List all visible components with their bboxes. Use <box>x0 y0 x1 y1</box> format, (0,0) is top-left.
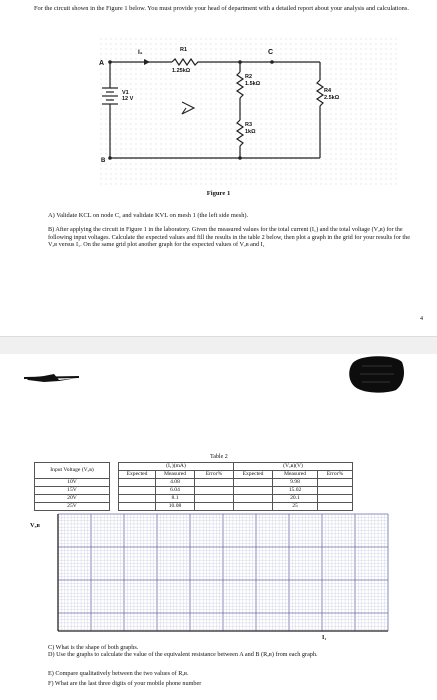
row-input: 20V <box>35 495 110 503</box>
cell-measured-i: 10.08 <box>156 503 195 511</box>
cell-error-i[interactable] <box>195 479 234 487</box>
voltage-header: (Vₐʙ)(V) <box>234 463 353 471</box>
table-row <box>35 487 353 495</box>
graph-x-label: I₁ <box>322 635 327 641</box>
cell-expected-i[interactable] <box>119 487 156 495</box>
current-label: I₁ <box>138 49 143 56</box>
cell-error-i[interactable] <box>195 503 234 511</box>
cell-measured-v: 25 <box>273 503 318 511</box>
question-e: E) Compare qualitatively between the two values of Rₐʙ. <box>48 670 189 677</box>
page-number: 4 <box>420 316 423 322</box>
r3-name: R3 <box>245 122 253 128</box>
sub-header-measured-v: Measured <box>273 471 318 479</box>
sub-header-expected-v: Expected <box>234 471 273 479</box>
cell-error-v[interactable] <box>318 503 353 511</box>
r4-value: 2.5kΩ <box>324 95 340 101</box>
sub-header-error-v: Error% <box>318 471 353 479</box>
r1-name: R1 <box>180 47 188 53</box>
question-f: F) What are the last three digits of your mobile phone number <box>48 680 202 687</box>
question-b: B) After applying the circuit in Figure 1 in the laboratory. Given the measured values for the total current (I₁) and the total voltage (Vₐʙ) for the following input voltages. Calculate the expected values and fill the results in the table 2 below, then plot a graph in the grid for your results for the Vₐʙ versus I₁. On the same grid plot another graph for the expected values of Vₐʙ and I₁ <box>48 226 410 248</box>
redaction-scribble-right <box>348 354 406 394</box>
table-row <box>35 495 353 503</box>
row-input: 10V <box>35 479 110 487</box>
cell-expected-i[interactable] <box>119 495 156 503</box>
cell-measured-i: 8.1 <box>156 495 195 503</box>
question-d: D) Use the graphs to calculate the value of the equivalent resistance between A and B (Rₐʙ) from each graph. <box>48 651 318 658</box>
table-caption: Table 2 <box>210 454 228 460</box>
sub-header-measured-i: Measured <box>156 471 195 479</box>
table-row <box>35 503 353 511</box>
plot-grid[interactable] <box>58 514 388 631</box>
worksheet-page-1 <box>0 0 437 336</box>
cell-expected-v[interactable] <box>234 495 273 503</box>
cell-measured-i: 4.08 <box>156 479 195 487</box>
question-a: A) Validate KCL on node C, and validate KVL on mesh 1 (the left side mesh). <box>48 212 249 219</box>
r4-name: R4 <box>324 88 332 94</box>
figure-caption: Figure 1 <box>206 190 231 197</box>
cell-error-i[interactable] <box>195 487 234 495</box>
circuit-diagram <box>100 38 400 188</box>
table-row <box>35 479 353 487</box>
cell-expected-v[interactable] <box>234 487 273 495</box>
cell-measured-i: 6.04 <box>156 487 195 495</box>
page-separator <box>0 336 437 356</box>
sub-header-error-i: Error% <box>195 471 234 479</box>
question-c: C) What is the shape of both graphs. <box>48 644 139 651</box>
sub-header-expected-i: Expected <box>119 471 156 479</box>
redaction-scribble-left <box>24 372 79 384</box>
intro-text: For the circuit shown in the Figure 1 below. You must provide your head of department with a detailed report about your analysis and calculations. <box>34 5 409 12</box>
cell-measured-v: 9.98 <box>273 479 318 487</box>
graph-y-label: Vₐʙ <box>30 522 40 529</box>
cell-expected-v[interactable] <box>234 503 273 511</box>
cell-error-v[interactable] <box>318 479 353 487</box>
results-table <box>34 462 353 511</box>
cell-measured-v: 20.1 <box>273 495 318 503</box>
cell-measured-v: 15.02 <box>273 487 318 495</box>
cell-error-v[interactable] <box>318 487 353 495</box>
r1-value: 1.25kΩ <box>172 68 191 74</box>
row-input: 15V <box>35 487 110 495</box>
cell-expected-v[interactable] <box>234 479 273 487</box>
worksheet-page-2 <box>0 354 437 700</box>
r3-value: 1kΩ <box>245 129 256 135</box>
cell-expected-i[interactable] <box>119 479 156 487</box>
v1-name: V1 <box>122 90 129 96</box>
input-voltage-header: Input Voltage (Vₐʙ) <box>35 463 110 479</box>
node-c-label: C <box>268 49 274 56</box>
cell-expected-i[interactable] <box>119 503 156 511</box>
node-a-label: A <box>99 60 105 67</box>
r2-name: R2 <box>245 74 253 80</box>
row-input: 25V <box>35 503 110 511</box>
cell-error-i[interactable] <box>195 495 234 503</box>
v1-value: 12 V <box>122 96 134 102</box>
node-b-label: B <box>101 158 106 164</box>
cell-error-v[interactable] <box>318 495 353 503</box>
r2-value: 1.5kΩ <box>245 81 261 87</box>
current-header: (I₁)(mA) <box>119 463 234 471</box>
